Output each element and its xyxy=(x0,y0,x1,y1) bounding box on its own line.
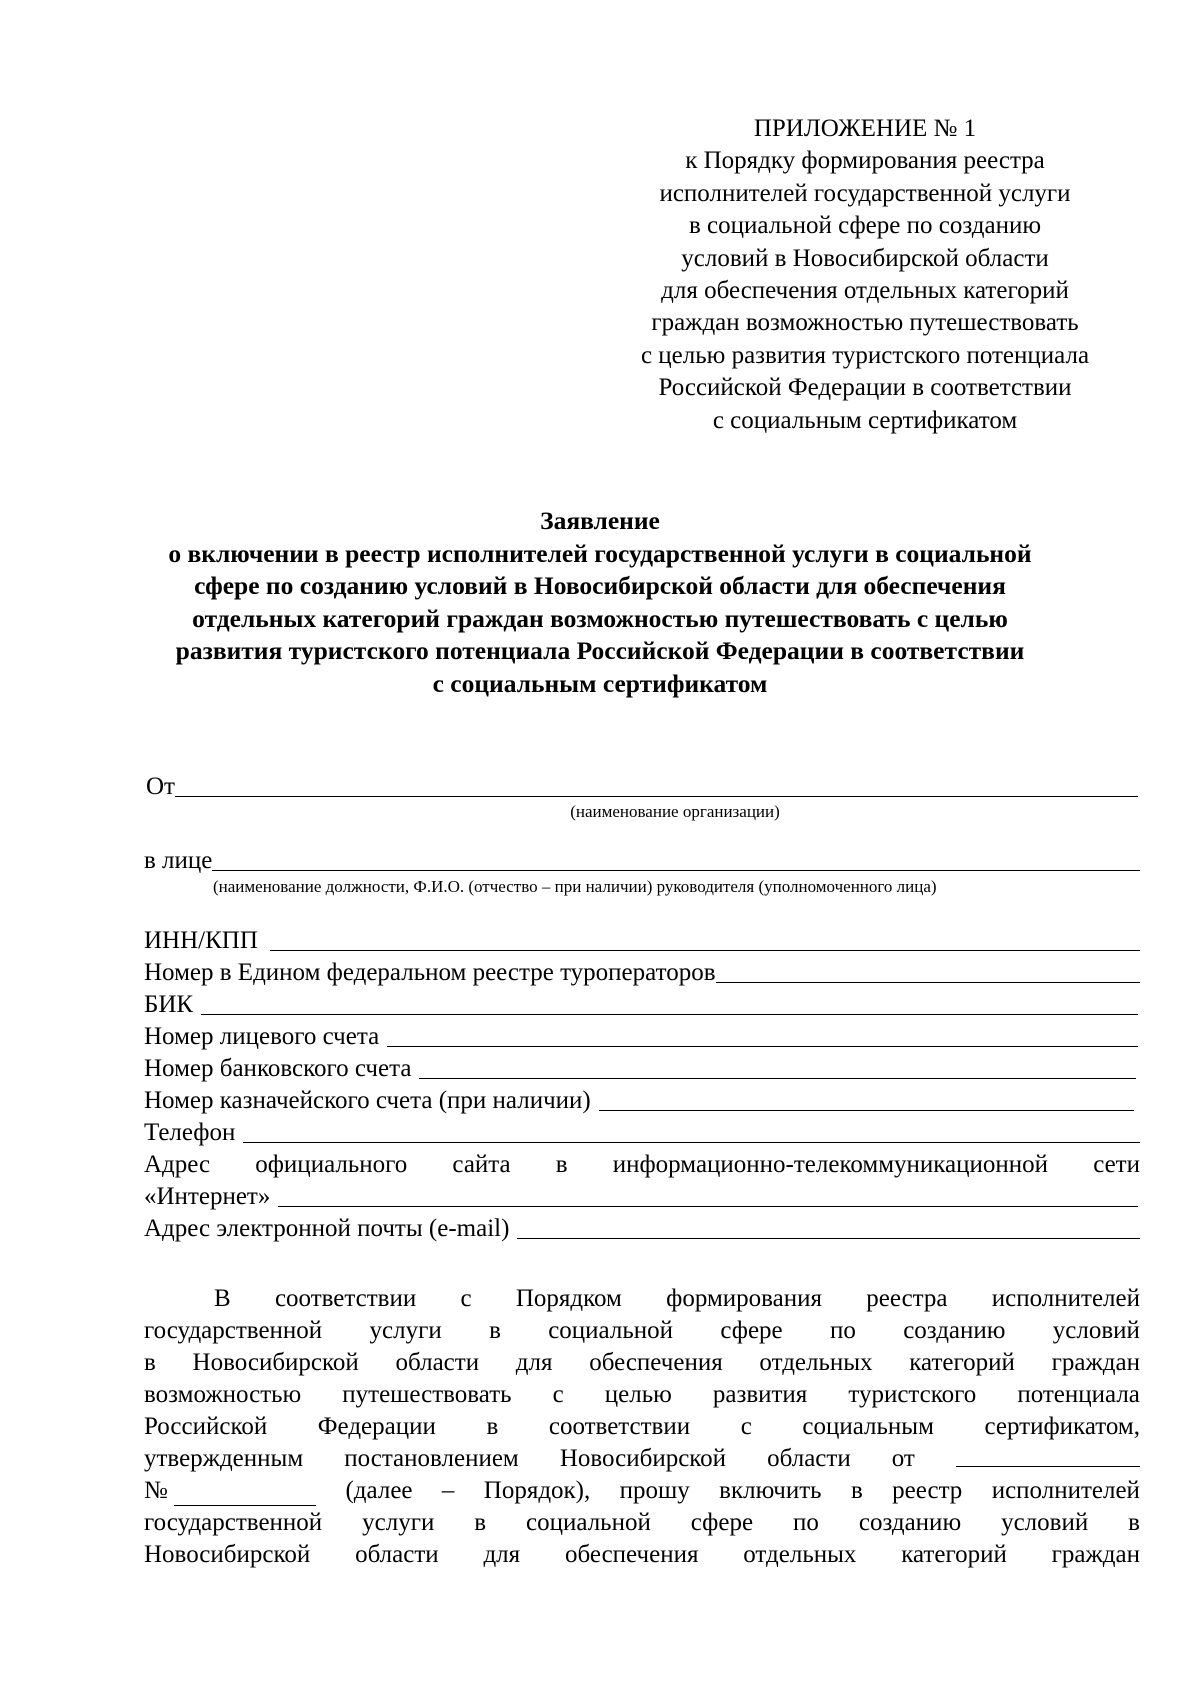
person-row xyxy=(144,846,1140,876)
website-field[interactable] xyxy=(278,1206,1138,1207)
body-word: в xyxy=(474,1509,487,1536)
body-word: от xyxy=(891,1445,915,1472)
body-word: социальной xyxy=(548,1317,674,1344)
body-word: реестр xyxy=(892,1477,963,1504)
body-word: обеспечения xyxy=(564,1541,699,1568)
website-word: сети xyxy=(1093,1151,1140,1178)
title-line: Заявление xyxy=(540,506,660,535)
person-caption: (наименование должности, Ф.И.О. (отчество – при наличии) руководителя (уполномоченного лица) xyxy=(213,877,937,896)
appendix-line: граждан возможностью путешествовать xyxy=(651,309,1079,337)
body-word: для xyxy=(515,1349,553,1376)
body-word: реестра xyxy=(866,1285,948,1312)
body-word: в xyxy=(486,1413,499,1440)
body-word: Порядком xyxy=(515,1285,622,1312)
registry-field[interactable] xyxy=(716,982,1141,983)
body-word: Новосибирской xyxy=(192,1349,359,1376)
body-word: потенциала xyxy=(1017,1381,1140,1408)
treasury-account-row xyxy=(144,1086,1134,1116)
from-label: От xyxy=(146,773,175,800)
website-word: в xyxy=(555,1151,568,1178)
body-word: сфере xyxy=(690,1509,754,1536)
website-label-row xyxy=(144,1150,1140,1180)
body-word: прошу xyxy=(619,1477,690,1504)
body-word: туристского xyxy=(848,1381,977,1408)
person-field[interactable] xyxy=(212,870,1140,871)
bik-row xyxy=(144,990,1138,1020)
website-label: «Интернет» xyxy=(144,1183,271,1210)
title-line: развития туристского потенциала Российской Федерации в соответствии xyxy=(175,636,1025,665)
body-word: созданию xyxy=(903,1317,1006,1344)
body-word: с xyxy=(460,1285,472,1312)
body-line-1 xyxy=(214,1284,1140,1314)
treasury-account-label: Номер казначейского счета (при наличии) xyxy=(144,1087,591,1114)
body-line-2 xyxy=(144,1316,1140,1346)
appendix-line: ПРИЛОЖЕНИЕ № 1 xyxy=(753,115,977,142)
bik-label: БИК xyxy=(144,991,194,1018)
body-word: включить xyxy=(719,1477,822,1504)
body-word: сертификатом, xyxy=(984,1413,1140,1440)
document-title xyxy=(100,505,1100,700)
website-word: Адрес xyxy=(144,1151,211,1178)
body-word: Российской xyxy=(144,1413,268,1440)
bank-account-label: Номер банковского счета xyxy=(144,1055,412,1082)
body-word: формирования xyxy=(666,1285,822,1312)
appendix-line: для обеспечения отдельных категорий xyxy=(661,277,1069,305)
number-group xyxy=(144,1476,316,1506)
body-word: возможностью xyxy=(144,1381,302,1408)
body-word: В xyxy=(214,1285,231,1312)
treasury-account-field[interactable] xyxy=(599,1110,1134,1111)
bank-account-field[interactable] xyxy=(419,1078,1136,1079)
body-word: с xyxy=(740,1413,752,1440)
title-line: о включении в реестр исполнителей государственной услуги в социальной xyxy=(168,538,1032,568)
website-word: официального xyxy=(255,1151,408,1178)
body-word: отдельных xyxy=(759,1349,873,1376)
body-line-8 xyxy=(144,1508,1140,1538)
inn-row xyxy=(144,926,1140,956)
registry-row xyxy=(144,958,1140,988)
body-word: развития xyxy=(712,1381,808,1408)
appendix-line: Российской Федерации в соответствии xyxy=(658,374,1072,402)
body-word: постановлением xyxy=(344,1445,519,1472)
body-word: в xyxy=(1128,1509,1140,1536)
appendix-header xyxy=(605,113,1125,437)
body-word: условий xyxy=(1052,1317,1140,1344)
person-label: в лице xyxy=(144,847,213,874)
body-word: соответствии xyxy=(548,1413,691,1440)
bank-account-row xyxy=(144,1054,1136,1084)
appendix-line: к Порядку формирования реестра xyxy=(685,147,1045,175)
phone-field[interactable] xyxy=(243,1142,1140,1143)
inn-label: ИНН/КПП xyxy=(144,927,258,954)
body-word: услуги xyxy=(369,1317,442,1344)
body-word: исполнителей xyxy=(991,1285,1140,1312)
body-word: по xyxy=(829,1317,856,1344)
body-word: для xyxy=(483,1541,521,1568)
body-word: Новосибирской xyxy=(559,1445,727,1472)
body-line-5 xyxy=(144,1412,1140,1442)
body-word: в xyxy=(489,1317,501,1344)
body-line-3 xyxy=(144,1348,1140,1378)
appendix-line: с целью развития туристского потенциала xyxy=(640,341,1090,369)
body-word: по xyxy=(793,1509,819,1536)
body-word: обеспечения xyxy=(589,1349,723,1376)
body-line-9 xyxy=(144,1540,1140,1570)
appendix-line: в социальной сфере по созданию xyxy=(688,212,1042,240)
date-field[interactable] xyxy=(956,1444,1140,1467)
from-row xyxy=(146,772,1138,802)
body-word: социальным xyxy=(802,1413,934,1440)
website-row xyxy=(144,1182,1138,1212)
body-word: Порядок), xyxy=(483,1477,591,1504)
body-word: с xyxy=(552,1381,564,1408)
body-word: (далее xyxy=(345,1477,413,1504)
body-word: категорий xyxy=(901,1541,1007,1568)
phone-row xyxy=(144,1118,1140,1148)
from-caption: (наименование организации) xyxy=(570,802,780,821)
appendix-line: с социальным сертификатом xyxy=(712,406,1018,434)
body-word: в xyxy=(850,1477,863,1504)
body-word: Федерации xyxy=(317,1413,436,1440)
personal-account-field[interactable] xyxy=(387,1046,1138,1047)
body-word: граждан xyxy=(1051,1541,1140,1568)
body-word: в xyxy=(144,1349,156,1376)
body-word: государственной xyxy=(144,1317,323,1344)
body-word: области xyxy=(355,1541,439,1568)
body-word: граждан xyxy=(1051,1349,1140,1376)
body-word: области xyxy=(767,1445,851,1472)
website-word: сайта xyxy=(452,1151,511,1178)
body-line-4 xyxy=(144,1380,1140,1410)
number-sign: № xyxy=(144,1477,168,1504)
title-line: с социальным сертификатом xyxy=(432,668,768,698)
body-word: государственной xyxy=(144,1509,323,1536)
title-line: сфере по созданию условий в Новосибирской области для обеспечения xyxy=(194,571,1006,600)
body-word: исполнителей xyxy=(991,1477,1140,1504)
body-word: области xyxy=(395,1349,480,1376)
body-word: отдельных xyxy=(743,1541,857,1568)
body-line-6 xyxy=(144,1444,1140,1474)
inn-field[interactable] xyxy=(270,950,1140,951)
personal-account-row xyxy=(144,1022,1138,1052)
number-field[interactable] xyxy=(174,1483,316,1506)
appendix-line: исполнителей государственной услуги xyxy=(659,179,1071,207)
email-row xyxy=(144,1214,1140,1244)
registry-label: Номер в Едином федеральном реестре туроператоров xyxy=(144,959,716,986)
body-word: соответствии xyxy=(274,1285,417,1312)
title-line: отдельных категорий граждан возможностью путешествовать с целью xyxy=(192,603,1008,633)
from-field[interactable] xyxy=(175,796,1138,797)
body-word: сфере xyxy=(720,1317,783,1344)
website-word: информационно-телекоммуникационной xyxy=(612,1151,1049,1178)
body-word: созданию xyxy=(858,1509,962,1536)
bik-field[interactable] xyxy=(201,1014,1138,1015)
body-word: целью xyxy=(604,1381,672,1408)
body-word: категорий xyxy=(909,1349,1015,1376)
body-word: социальной xyxy=(526,1509,651,1536)
body-word: услуги xyxy=(362,1509,435,1536)
body-word: – xyxy=(441,1477,455,1504)
body-line-7 xyxy=(144,1476,1140,1506)
personal-account-label: Номер лицевого счета xyxy=(144,1023,380,1050)
phone-label: Телефон xyxy=(144,1119,236,1146)
body-word: утвержденным xyxy=(144,1445,304,1472)
email-label: Адрес электронной почты (e-mail) xyxy=(144,1215,510,1242)
body-word: Новосибирской xyxy=(144,1541,311,1568)
appendix-line: условий в Новосибирской области xyxy=(681,244,1049,272)
email-field[interactable] xyxy=(517,1238,1140,1239)
body-word: условий xyxy=(1001,1509,1089,1536)
body-word: путешествовать xyxy=(342,1381,512,1408)
